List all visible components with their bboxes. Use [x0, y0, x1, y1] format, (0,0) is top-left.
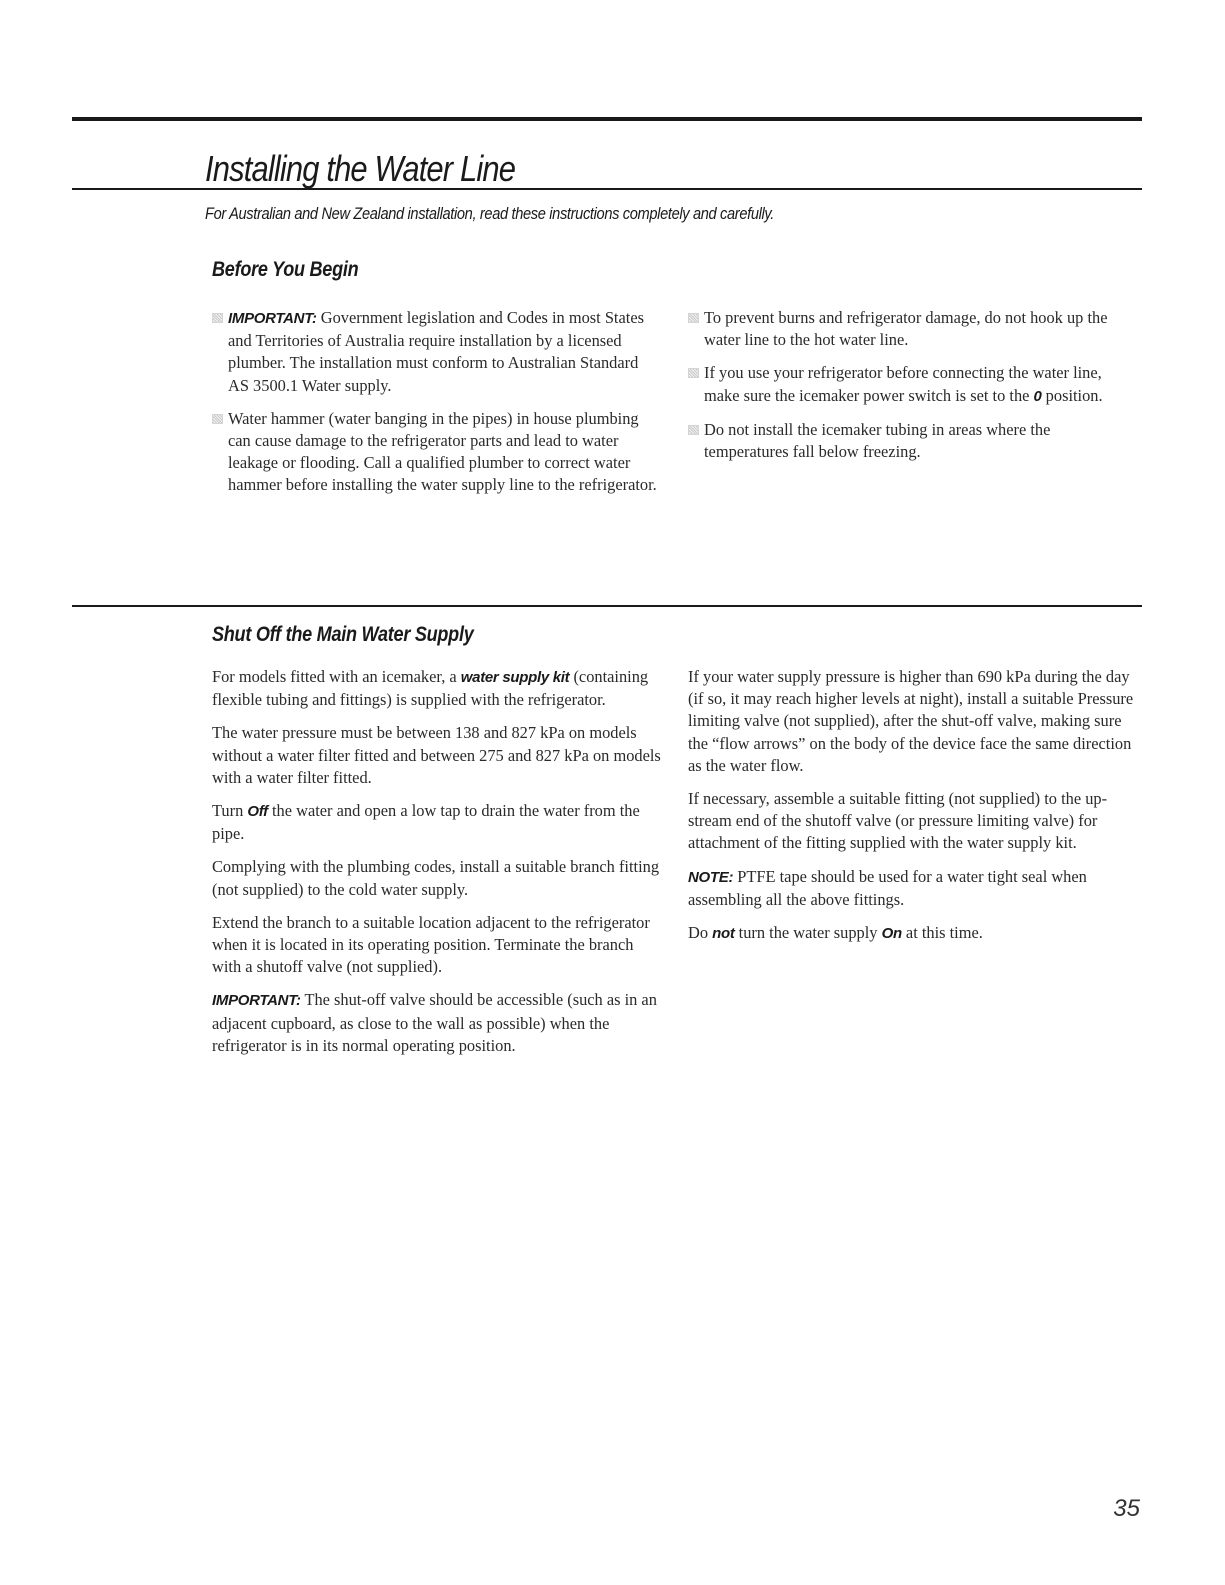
bullet-icon — [688, 425, 699, 435]
water-supply-kit-label: water supply kit — [460, 669, 570, 686]
paragraph-fitting: If necessary, assemble a suitable fitting (not supplied) to the up-stream end of the shutoff valve (or pressure limiting valve) for attachment of the fitting supplied with the water supply kit. — [688, 789, 1108, 853]
shut-off-left-column — [212, 666, 662, 1068]
paragraph-text: The shut-off valve should be accessible (such as in an adjacent cupboard, as close to the wall as possible) when the refrigerator is in its normal operating position. — [212, 990, 657, 1055]
note-label: NOTE: — [688, 868, 734, 886]
paragraph — [212, 666, 662, 711]
before-you-begin-right-column — [688, 307, 1138, 474]
bullet-text: position. — [1041, 385, 1103, 405]
paragraph-text: PTFE tape should be used for a water tight seal when assembling all the above fittings. — [688, 866, 1087, 909]
section-heading-before-you-begin: Before You Begin — [212, 258, 359, 281]
page-number: 35 — [1113, 1495, 1140, 1522]
page-subtitle: For Australian and New Zealand installation, read these instructions completely and carefully. — [205, 204, 775, 223]
shut-off-right-column — [688, 666, 1138, 956]
bullet-text: If you use your refrigerator before connecting the water line, make sure the icemaker power switch is set to the — [704, 363, 1102, 405]
bullet-icon — [688, 368, 699, 378]
important-label: IMPORTANT: — [212, 992, 301, 1010]
bullet-item-power-switch — [688, 362, 1138, 407]
paragraph — [212, 800, 662, 845]
bullet-item-freezing — [688, 419, 1138, 463]
paragraph-branch-fitting: Complying with the plumbing codes, install a suitable branch fitting (not supplied) to the cold water supply. — [212, 857, 660, 899]
not-label: not — [712, 925, 735, 943]
paragraph — [212, 989, 662, 1057]
bullet-item-important — [212, 307, 662, 397]
bullet-icon — [688, 313, 699, 323]
paragraph-text: at this time. — [901, 923, 983, 943]
paragraph-text: (containing flexible tubing and fittings) is supplied with the refrigerator. — [212, 667, 649, 710]
bullet-icon — [212, 313, 223, 323]
bullet-text: To prevent burns and refrigerator damage, do not hook up the water line to the hot water line. — [704, 308, 1108, 350]
paragraph-extend-branch: Extend the branch to a suitable location adjacent to the refrigerator when it is located in its operating position. Terminate the branch with a shutoff valve (not supplied). — [212, 912, 650, 977]
paragraph-pressure-limiting: If your water supply pressure is higher than 690 kPa during the day (if so, it may reach higher levels at night), install a suitable Pressure limiting valve (not supplied), after the shut-off valve, making sure the “flow arrows” on the body of the device face the same direction as the water flow. — [688, 667, 1134, 775]
paragraph-water-pressure: The water pressure must be between 138 and 827 kPa on models without a water filter fitted and between 275 and 827 kPa on models with a water filter fitted. — [212, 723, 661, 787]
paragraph — [688, 922, 1138, 945]
paragraph-text: the water and open a low tap to drain the water from the pipe. — [212, 801, 640, 844]
bullet-item-burns — [688, 307, 1138, 351]
on-label: On — [881, 925, 902, 943]
bullet-icon — [212, 414, 223, 424]
before-you-begin-left-column — [212, 307, 662, 508]
page-title: Installing the Water Line — [205, 148, 516, 189]
bullet-text: Do not install the icemaker tubing in areas where the temperatures fall below freezing. — [704, 419, 1051, 462]
important-label: IMPORTANT: — [228, 310, 317, 327]
paragraph — [688, 866, 1138, 911]
top-rule — [72, 117, 1142, 121]
bullet-text: Water hammer (water banging in the pipes) in house plumbing can cause damage to the refrigerator parts and lead to water leakage or flooding. Call a qualified plumber to correct water hammer before installing the water supply line to the refrigerator. — [228, 408, 657, 495]
paragraph-text: turn the water supply — [734, 923, 882, 943]
paragraph-text: Do — [688, 923, 713, 943]
zero-position-label: 0 — [1033, 387, 1042, 405]
off-label: Off — [247, 803, 268, 821]
section-heading-shut-off: Shut Off the Main Water Supply — [212, 623, 474, 646]
bullet-item-water-hammer — [212, 408, 662, 497]
paragraph-text: For models fitted with an icemaker, a — [212, 667, 461, 686]
bullet-text: Government legislation and Codes in most States and Territories of Australia require installation by a licensed plumber. The installation must conform to Australian Standard AS 3500.1 Water supply. — [228, 308, 644, 395]
section-divider-rule — [72, 605, 1142, 607]
paragraph-text: Turn — [212, 801, 248, 821]
